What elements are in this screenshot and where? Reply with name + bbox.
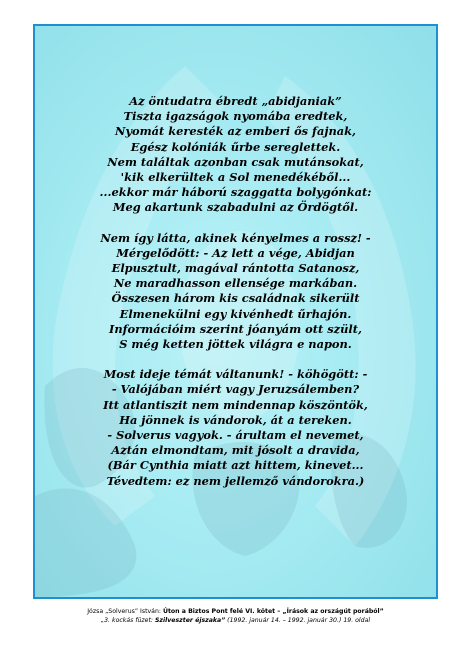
poem-line: - Solverus vagyok. - árultam el nevemet, (107, 428, 364, 443)
poem-line: Az öntudatra ébredt „abidjaniak” (129, 94, 342, 108)
poem-line: Tévedtem: ez nem jellemző vándorokra.) (106, 473, 365, 488)
footer-book-title: Úton a Biztos Pont felé VI. kötet – „Írások az országút porából” (162, 608, 384, 615)
poem-line: Elmenekülni egy kivénhedt űrhajón. (119, 306, 352, 321)
poem-line: Egész kolóniák űrbe sereglettek. (130, 139, 341, 154)
poem-line: Ne maradhasson ellensége markában. (113, 276, 358, 291)
poem-line: 'kik elkerültek a Sol menedékéből... (120, 170, 351, 185)
poem-line: ...ekkor már háború szaggatta bolygónkat: (99, 185, 372, 200)
poem-line: Ha jönnek is vándorok, át a tereken. (119, 412, 352, 427)
footer-date-page: (1992. január 14. – 1992. január 30.) 19. oldal (227, 617, 371, 624)
stanza-1 (35, 94, 436, 216)
footer-line-2 (0, 617, 471, 624)
poem-line: (Bár Cynthia miatt azt hittem, kinevet... (107, 458, 364, 473)
poem-line: Információim szerint jóanyám ott szült, (109, 321, 362, 336)
poem-line: S még ketten jöttek világra e napon. (119, 337, 352, 352)
footer-line-1 (0, 608, 471, 615)
poem-line: Nem találtak azonban csak mutánsokat, (107, 154, 364, 169)
footer-booklet: „3. kockás füzet: (100, 617, 153, 624)
page-frame (33, 24, 438, 599)
poem (35, 94, 436, 504)
poem-line: Itt atlantiszit nem mindennap köszöntök, (103, 397, 368, 412)
stanza-2 (35, 231, 436, 353)
poem-line: Összesen három kis családnak sikerült (111, 291, 360, 306)
poem-line: Most ideje témát váltanunk! - köhögött: - (103, 367, 368, 382)
poem-line: Elpusztult, magával rántotta Satanosz, (111, 261, 360, 276)
stanza-3 (35, 367, 436, 489)
poem-line: Aztán elmondtam, mit jósolt a dravida, (111, 443, 360, 458)
poem-line: - Valójában miért vagy Jeruzsálemben? (111, 382, 360, 397)
poem-line: Meg akartunk szabadulni az Ördögtől. (112, 200, 359, 215)
poem-line: Nem így látta, akinek kényelmes a rossz! - (100, 230, 371, 245)
footer-poem-title: Szilveszter éjszaka” (154, 617, 226, 624)
poem-line: Nyomát keresték az emberi ős fajnak, (115, 124, 356, 139)
poem-line: Mérgelődött: - Az lett a vége, Abidjan (116, 245, 355, 260)
poem-line: Tiszta igazságok nyomába eredtek, (123, 109, 348, 124)
footer-author: Józsa „Solverus” István: (87, 608, 161, 615)
